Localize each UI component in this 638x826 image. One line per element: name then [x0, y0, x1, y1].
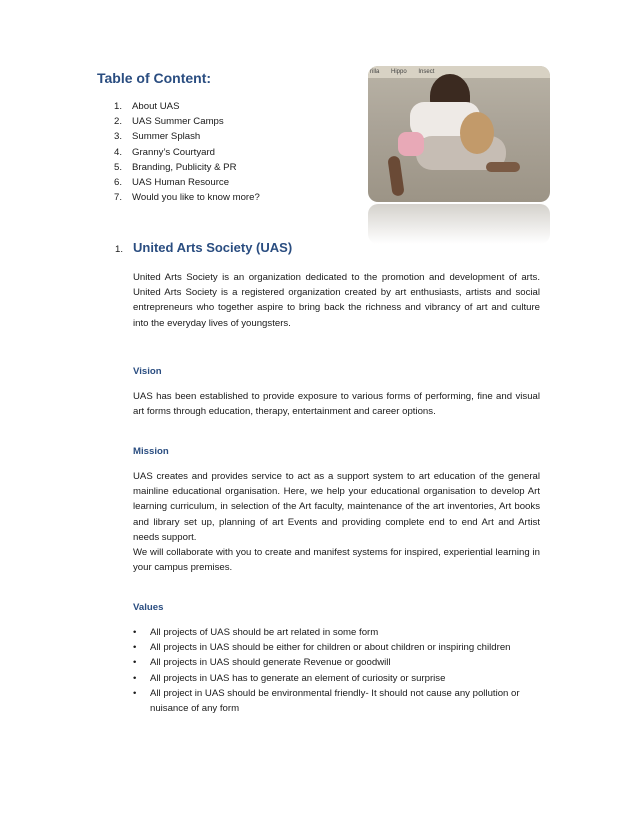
intro-paragraph: United Arts Society is an organization dedicated to the promotion and development of arts. United Arts Society is a registered organization created by art enthusiasts, artists and social entrepreneurs who together aspire to bring back the richness and vibrancy of art and culture into the everyday lives of youngsters.	[133, 272, 540, 329]
bullet-icon: •	[133, 687, 137, 699]
mission-heading: Mission	[133, 446, 169, 457]
mission-paragraph: UAS creates and provides service to act as a support system to art education of the general mainline educational organisation. Here, we help your educational organisation to develop Art learning curriculum, in selection of the Art faculty, maintenance of the art inventories, Art books and library set up, planning of art Events and providing complete end to end Art and Artist needs support.	[133, 471, 540, 543]
photo-sign: rilla Hippo Insect	[368, 66, 550, 78]
bullet-icon: •	[133, 627, 137, 638]
mission-paragraph-2: We will collaborate with you to create and manifest systems for inspired, experiential learning in your campus premises.	[133, 547, 540, 574]
child-shorts	[398, 132, 424, 156]
values-list	[133, 625, 540, 716]
toc-list	[114, 99, 260, 205]
toc-title: Table of Content:	[97, 70, 212, 86]
values-heading: Values	[133, 602, 164, 613]
vision-paragraph: UAS has been established to provide exposure to various forms of performing, fine and visual art forms through education, therapy, entertainment and career options.	[133, 391, 540, 418]
children-photo	[368, 66, 550, 244]
vision-heading: Vision	[133, 366, 162, 377]
bullet-icon: •	[133, 672, 137, 684]
bullet-icon: •	[133, 642, 137, 654]
toc-item: 1. About UAS	[114, 101, 180, 112]
values-item: • All projects in UAS has to generate an element of curiosity or surprise	[133, 671, 540, 686]
bullet-icon: •	[133, 657, 137, 669]
toc-item: 6. UAS Human Resource	[114, 177, 230, 189]
photo-reflection	[368, 204, 550, 244]
toc-item: 4. Granny’s Courtyard	[114, 146, 216, 158]
toc-item: 7. Would you like to know more?	[114, 192, 260, 204]
toc-item: 2. UAS Summer Camps	[114, 116, 224, 128]
child-leg	[387, 155, 404, 196]
toc-item: 5. Branding, Publicity & PR	[114, 161, 237, 173]
section-title: United Arts Society (UAS)	[133, 240, 293, 255]
values-item: • All projects in UAS should generate Revenue or goodwill	[133, 655, 540, 670]
photo-image	[368, 66, 550, 202]
child-head-2	[460, 112, 494, 154]
toc-item: 3. Summer Splash	[114, 131, 201, 143]
values-item: • All projects of UAS should be art related in some form	[133, 625, 540, 640]
child-arm	[486, 162, 520, 172]
values-item: • All projects in UAS should be either for children or about children or inspiring children	[133, 640, 540, 655]
section-number: 1.	[115, 244, 124, 255]
values-item: • All project in UAS should be environmental friendly- It should not cause any pollution or nuisance of any form	[133, 686, 540, 716]
